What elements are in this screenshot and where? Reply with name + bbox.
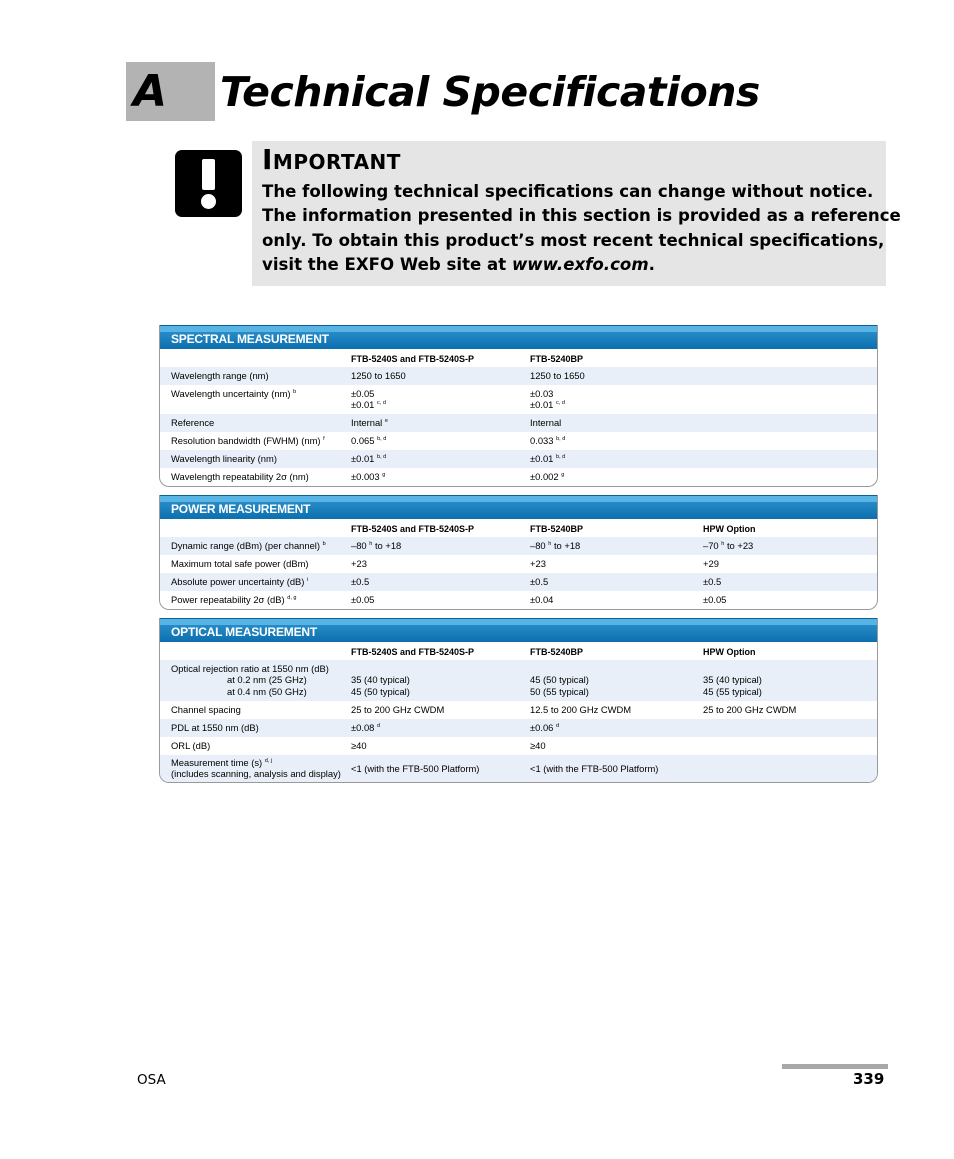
important-line-4-prefix: visit the EXFO Web site at: [262, 254, 512, 274]
row-value: ±0.5: [530, 576, 549, 587]
row-label: [171, 388, 296, 400]
footnote-ref: h: [721, 541, 725, 547]
row-value: [351, 435, 386, 447]
row-label: Maximum total safe power (dBm): [171, 558, 309, 569]
row-value: 25 to 200 GHz CWDM: [703, 704, 797, 715]
value-text: –80: [351, 540, 367, 551]
power-col-1: FTB-5240S and FTB-5240S-P: [351, 524, 475, 534]
row-label: Optical rejection ratio at 1550 nm (dB): [171, 663, 329, 674]
footnote-ref: e: [384, 418, 388, 424]
row-value: [351, 540, 401, 552]
power-header: [160, 495, 877, 519]
row-value: <1 (with the FTB-500 Platform): [530, 763, 659, 774]
optical-header: [160, 618, 877, 642]
spectral-header: [160, 325, 877, 349]
important-icon: [175, 150, 242, 217]
sublabel-text: at 0.2 nm (25 GHz): [227, 674, 307, 685]
exclamation-dot: [201, 194, 216, 209]
value-text: ±0.01: [530, 453, 554, 464]
footnote-ref: b, d: [556, 436, 566, 442]
table-row: [160, 432, 877, 450]
footer-rule: [782, 1064, 888, 1069]
row-value: 12.5 to 200 GHz CWDM: [530, 704, 632, 715]
label-text: Power repeatability 2σ (dB): [171, 594, 285, 605]
row-label: Channel spacing: [171, 704, 241, 715]
label-text: Absolute power uncertainty (dB): [171, 576, 305, 587]
footnote-ref: b, d: [377, 436, 387, 442]
spectral-col-2: FTB-5240BP: [530, 354, 584, 364]
table-row: [160, 737, 877, 755]
row-value: 50 (55 typical): [530, 686, 589, 697]
value-text: to +18: [553, 540, 581, 551]
footnote-ref: c, d: [556, 400, 565, 406]
power-measurement-table: [159, 495, 878, 610]
footnote-ref: b, d: [377, 454, 387, 460]
row-value: ±0.05: [351, 388, 375, 399]
label-text: Measurement time (s): [171, 757, 263, 768]
important-line-4: [262, 253, 884, 277]
row-value: ±0.05: [351, 594, 375, 605]
footnote-ref: g: [561, 472, 565, 478]
optical-measurement-table: [159, 618, 878, 783]
value-text: –80: [530, 540, 546, 551]
label-text: Resolution bandwidth (FWHM) (nm): [171, 435, 321, 446]
footnote-ref: b: [293, 389, 297, 395]
table-row: [160, 660, 877, 701]
row-label: Reference: [171, 417, 215, 428]
row-value: ±0.5: [703, 576, 722, 587]
chapter-title: Technical Specifications: [220, 68, 760, 116]
chapter-letter: A: [133, 66, 168, 117]
row-label: PDL at 1550 nm (dB): [171, 722, 259, 733]
row-value: [530, 540, 580, 552]
value-text: ±0.003: [351, 471, 380, 482]
optical-title: OPTICAL MEASUREMENT: [171, 625, 317, 639]
table-row: [160, 537, 877, 555]
spectral-col-1: FTB-5240S and FTB-5240S-P: [351, 354, 475, 364]
row-value: [351, 722, 380, 734]
power-title: POWER MEASUREMENT: [171, 502, 311, 516]
row-value: 25 to 200 GHz CWDM: [351, 704, 445, 715]
power-col-2: FTB-5240BP: [530, 524, 584, 534]
value-text: to +18: [374, 540, 402, 551]
row-value: 1250 to 1650: [351, 370, 406, 381]
row-value: [351, 471, 385, 483]
row-sublabel: [171, 686, 307, 698]
row-value: [351, 399, 386, 411]
spectral-measurement-table: [159, 325, 878, 487]
row-value: +23: [351, 558, 367, 569]
table-row: [160, 719, 877, 737]
footnote-ref: d, j: [264, 758, 273, 764]
value-text: ±0.08: [351, 722, 375, 733]
row-value: +23: [530, 558, 546, 569]
footnote-ref: b, d: [556, 454, 566, 460]
exfo-url-link[interactable]: www.exfo.com: [511, 254, 649, 274]
row-value: ±0.04: [530, 594, 554, 605]
label-text: Dynamic range (dBm) (per channel): [171, 540, 321, 551]
footnote-ref: i: [307, 577, 309, 583]
important-note: [252, 141, 901, 286]
row-label: [171, 540, 326, 552]
value-text: ±0.01: [351, 453, 375, 464]
value-text: ±0.01: [530, 399, 554, 410]
optical-col-2: FTB-5240BP: [530, 647, 584, 657]
table-row: [160, 701, 877, 719]
row-label: Wavelength repeatability 2σ (nm): [171, 471, 309, 482]
important-line-3: only. To obtain this product’s most recent technical specifications,: [262, 230, 885, 250]
exclamation-bar: [202, 159, 215, 190]
row-value: ±0.03: [530, 388, 554, 399]
row-value: [703, 540, 753, 552]
power-col-3: HPW Option: [703, 524, 756, 534]
row-value: 45 (50 typical): [530, 674, 589, 685]
table-row: [160, 385, 877, 414]
row-value: 1250 to 1650: [530, 370, 585, 381]
table-row: [160, 591, 877, 609]
footnote-ref: c, d: [377, 400, 386, 406]
value-text: ±0.01: [351, 399, 375, 410]
important-line-2: The information presented in this section is provided as a reference: [262, 206, 901, 226]
row-value: Internal: [530, 417, 562, 428]
important-text: [262, 180, 901, 277]
row-value: [351, 417, 388, 429]
row-value: 35 (40 typical): [351, 674, 410, 685]
row-value: ≥40: [351, 740, 367, 751]
row-sublabel: (includes scanning, analysis and display): [171, 768, 341, 779]
row-value: 45 (50 typical): [351, 686, 410, 697]
optical-col-1: FTB-5240S and FTB-5240S-P: [351, 647, 475, 657]
row-value: [530, 399, 565, 411]
row-value: [530, 435, 565, 447]
row-value: 45 (55 typical): [703, 686, 762, 697]
optical-column-headers: [160, 642, 877, 660]
row-label: ORL (dB): [171, 740, 211, 751]
row-value: [530, 722, 559, 734]
label-text: Wavelength uncertainty (nm): [171, 388, 291, 399]
row-label: Wavelength linearity (nm): [171, 453, 277, 464]
footnote-ref: d: [556, 723, 560, 729]
important-title: Important: [262, 143, 401, 176]
optical-col-3: HPW Option: [703, 647, 756, 657]
power-column-headers: [160, 519, 877, 537]
row-value: [530, 471, 564, 483]
row-value: ±0.5: [351, 576, 370, 587]
spectral-column-headers: [160, 349, 877, 367]
footer-product: OSA: [137, 1072, 166, 1088]
important-line-4-suffix: .: [648, 254, 655, 274]
footnote-ref: g: [382, 472, 386, 478]
footnote-ref: b: [322, 541, 326, 547]
row-value: ±0.05: [703, 594, 727, 605]
row-value: ≥40: [530, 740, 546, 751]
row-value: [351, 453, 386, 465]
value-text: ±0.06: [530, 722, 554, 733]
table-row: [160, 555, 877, 573]
row-value: [530, 453, 565, 465]
footnote-ref: h: [369, 541, 373, 547]
value-text: to +23: [726, 540, 754, 551]
row-label: Wavelength range (nm): [171, 370, 269, 381]
footnote-ref: d, g: [287, 595, 297, 601]
important-line-1: The following technical specifications can change without notice.: [262, 182, 874, 201]
footnote-ref: d: [377, 723, 381, 729]
table-row: [160, 450, 877, 468]
footnote-ref: f: [323, 436, 325, 442]
row-label: [171, 576, 308, 588]
row-label: [171, 435, 325, 447]
row-sublabel: [171, 674, 307, 686]
value-text: –70: [703, 540, 719, 551]
table-row: [160, 468, 877, 486]
row-value: <1 (with the FTB-500 Platform): [351, 763, 480, 774]
table-row: [160, 755, 877, 782]
row-label: [171, 594, 296, 606]
sublabel-text: at 0.4 nm (50 GHz): [227, 686, 307, 697]
footnote-ref: h: [548, 541, 552, 547]
spectral-title: SPECTRAL MEASUREMENT: [171, 332, 329, 346]
row-value: 35 (40 typical): [703, 674, 762, 685]
table-row: [160, 573, 877, 591]
row-value: +29: [703, 558, 719, 569]
value-text: ±0.002: [530, 471, 559, 482]
value-text: 0.065: [351, 435, 375, 446]
page-number: 339: [853, 1070, 885, 1088]
table-row: [160, 414, 877, 432]
value-text: 0.033: [530, 435, 554, 446]
value-text: Internal: [351, 417, 383, 428]
table-row: [160, 367, 877, 385]
